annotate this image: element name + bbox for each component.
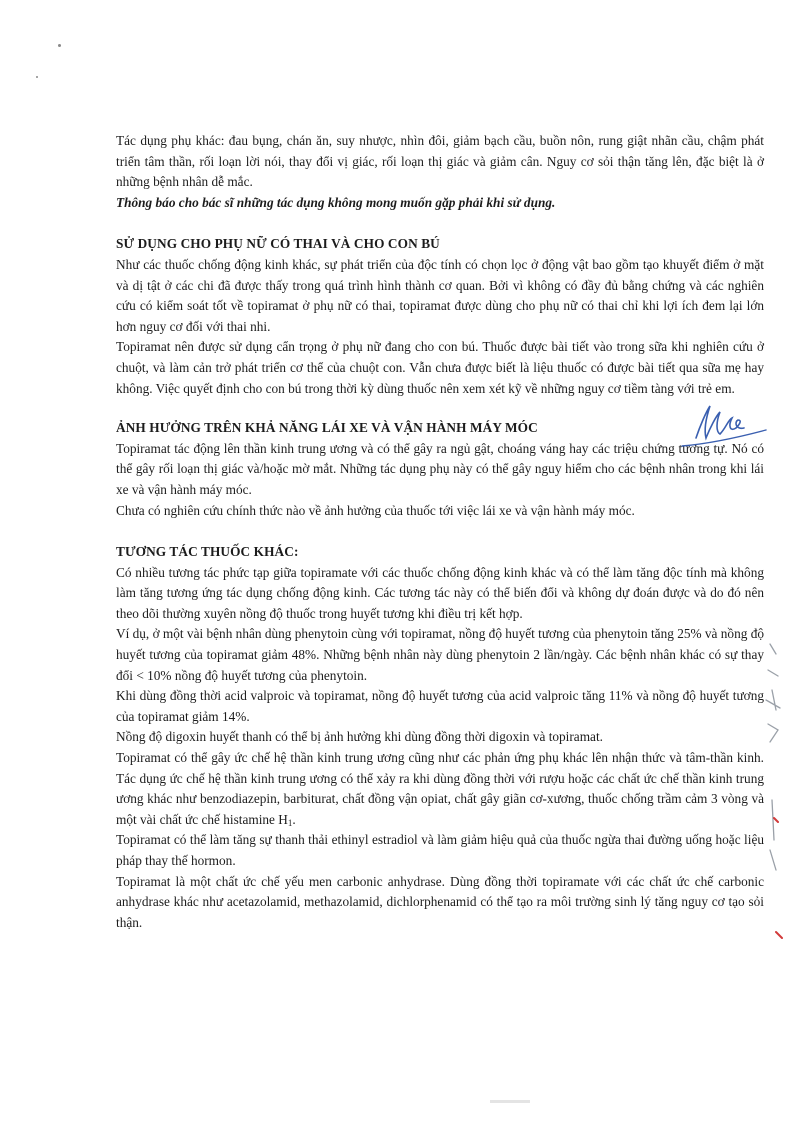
scribble-red-mark (774, 818, 782, 938)
pregnancy-heading: SỬ DỤNG CHO PHỤ NỮ CÓ THAI VÀ CHO CON BÚ (116, 236, 440, 252)
scan-speck (58, 44, 61, 47)
lactation-paragraph: Topiramat nên được sử dụng cẩn trọng ở phụ nữ đang cho con bú. Thuốc được bài tiết vào trong sữa khi nghiên cứu ở chuột, và làm cản trở phát triển cơ thể của chuột con. Vẫn chưa được biết là liệu thuốc có được bài tiết qua sữa mẹ hay không. Việc quyết định cho con bú trong thời kỳ dùng thuốc nên xem xét kỹ về những nguy cơ tiềm tàng với trẻ em. (116, 339, 764, 396)
phenytoin-paragraph: Ví dụ, ở một vài bệnh nhân dùng phenytoin cùng với topiramat, nồng độ huyết tương của phenytoin tăng 25% và nồng độ huyết tương của topiramat giảm 48%. Những bệnh nhân này dùng phenytoin 2 lần/ngày. Các bệnh nhân khác có sự thay đổi < 10% nồng độ huyết tương của phenytoin. (116, 626, 764, 683)
scan-artifact (490, 1100, 530, 1103)
estradiol-paragraph: Topiramat có thể làm tăng sự thanh thải ethinyl estradiol và làm giảm hiệu quả của thuốc ngừa thai đường uống hoặc liệu pháp thay thế hormon. (116, 832, 764, 868)
interactions-paragraph: Có nhiều tương tác phức tạp giữa topiramate với các thuốc chống động kinh khác và có thể làm tăng độc tính mà không làm tăng tương ứng tác dụng chống động kinh. Các tương tác này có thể biến đổi và không dự đoán được và do đó nên theo dõi thường xuyên nồng độ thuốc trong huyết tương khi điều trị kết hợp. (116, 564, 764, 621)
valproic-paragraph: Khi dùng đồng thời acid valproic và topiramat, nồng độ huyết tương của acid valproic tăng 11% và nồng độ huyết tương của topiramat giảm 14%. (116, 688, 764, 724)
signature-underline (682, 430, 766, 446)
side-effects-notice: Thông báo cho bác sĩ những tác dụng không mong muốn gặp phải khi sử dụng. (116, 194, 556, 210)
side-effects-text: Tác dụng phụ khác: đau bụng, chán ăn, suy nhược, nhìn đôi, giảm bạch cầu, buồn nôn, rung giật nhãn cầu, chậm phát triển tâm thần, rối loạn lời nói, thay đổi vị giác, rối loạn thị giác và giảm cân. Nguy cơ sỏi thận tăng lên, đặc biệt là ở những bệnh nhân dễ mắc. (116, 133, 764, 190)
document-body (116, 131, 764, 933)
interactions-heading: TƯƠNG TÁC THUỐC KHÁC: (116, 544, 299, 560)
digoxin-paragraph: Nồng độ digoxin huyết thanh có thể bị ảnh hưởng khi dùng đồng thời digoxin và topiramat. (116, 729, 603, 745)
margin-scribble (758, 640, 788, 980)
cns-text: Topiramat có thể gây ức chế hệ thần kinh trung ương cũng như các phản ứng phụ khác lên nhận thức và tâm-thần kinh. Tác dụng ức chế hệ thần kinh trung ương có thể xảy ra khi dùng đồng thời với rượu hoặc các chất ức chế thần kinh trung ương khác như benzodiazepin, barbiturat, chất đồng vận opiat, chất gây giãn cơ-xương, thuốc chống trầm cảm 3 vòng và một vài chất ức chế histamine H (116, 750, 764, 827)
cns-end: . (292, 811, 296, 827)
histamine-subscript: 1 (287, 817, 293, 828)
pregnancy-section (116, 234, 764, 399)
carbonic-paragraph: Topiramat là một chất ức chế yếu men carbonic anhydrase. Dùng đồng thời topiramate với các chất ức chế carbonic anhydrase khác như acetazolamid, methazolamid, dichlorphenamid có thể tạo ra môi trường sinh lý tăng nguy cơ tạo sỏi thận. (116, 873, 764, 930)
scribble-stroke (766, 644, 780, 870)
cns-paragraph (116, 748, 764, 830)
interactions-section (116, 542, 764, 933)
driving-section (116, 418, 764, 521)
scan-speck (36, 76, 38, 78)
handwritten-signature (676, 398, 772, 452)
signature-stroke (696, 406, 744, 438)
driving-paragraph: Topiramat tác động lên thần kinh trung ương và có thể gây ra ngủ gật, choáng váng hay các triệu chứng tương tự. Nó có thể gây rối loạn thị giác và/hoặc mờ mắt. Những tác dụng phụ này có thể gây nguy hiểm cho các bệnh nhân trong khi lái xe và vận hành máy móc. (116, 440, 764, 497)
pregnancy-paragraph: Như các thuốc chống động kinh khác, sự phát triển của độc tính có chọn lọc ở động vật bao gồm tạo khuyết điểm ở mặt và dị tật ở các chi đã được thấy trong quá trình hình thành cơ quan. Bởi vì không có đầy đủ bằng chứng và các nghiên cứu có kiểm soát tốt về topiramat ở phụ nữ có thai, topiramat được dùng cho phụ nữ có thai chỉ khi lợi ích đem lại lớn hơn nguy cơ đối với thai nhi. (116, 256, 764, 334)
driving-heading: ẢNH HƯỞNG TRÊN KHẢ NĂNG LÁI XE VÀ VẬN HÀNH MÁY MÓC (116, 420, 538, 436)
side-effects-section (116, 131, 764, 213)
driving-note: Chưa có nghiên cứu chính thức nào về ảnh hưởng của thuốc tới việc lái xe và vận hành máy móc. (116, 502, 635, 518)
